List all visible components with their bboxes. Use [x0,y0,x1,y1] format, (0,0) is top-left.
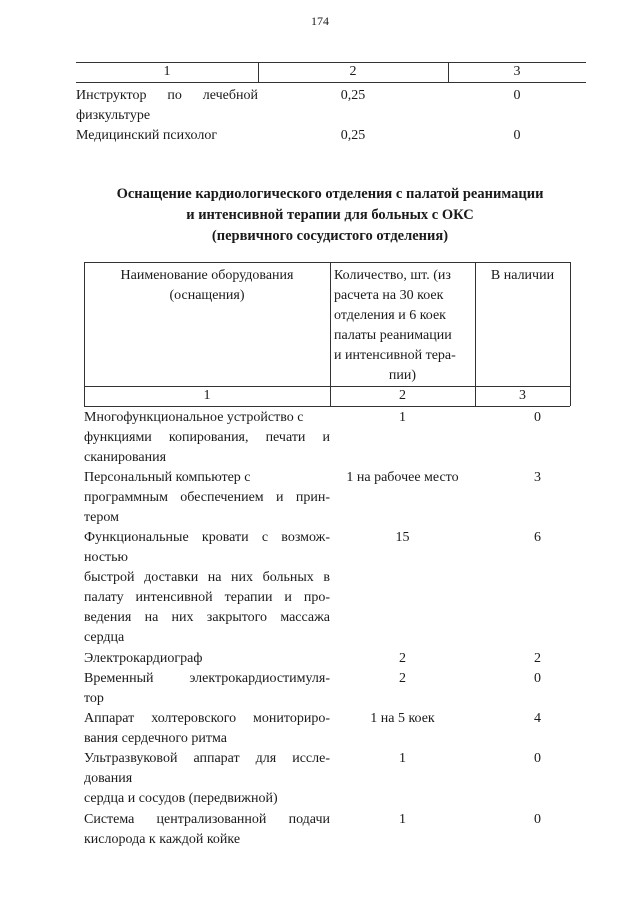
top-row-1-avail: 0 [513,88,521,103]
top-row-1-name-line2: физкультуре [76,108,151,123]
row-3-qty: 15 [395,530,410,545]
row-5-qty: 2 [399,671,406,686]
row-8-name-line2: кислорода к каждой койке [84,832,241,847]
row-5-name-line1: Временный электрокардиостимуля- [84,671,330,686]
row-6-qty: 1 на 5 коек [370,711,435,726]
row-7-qty: 1 [399,751,406,766]
row-5-name-line2: тор [84,691,104,706]
top-col-number-3: 3 [513,64,521,79]
row-1-avail: 0 [534,410,541,425]
row-8-qty: 1 [399,812,406,827]
top-row-1-name-line1: Инструктор по лечебной [76,88,258,103]
top-row-1-qty: 0,25 [340,88,366,103]
row-1-qty: 1 [399,410,406,425]
row-2-name-line1: Персональный компьютер с [84,470,251,485]
equip-header-name-line2: (оснащения) [169,288,245,303]
row-2-name-line3: тером [84,510,119,525]
top-row-2-name: Медицинский психолог [76,128,218,143]
row-3-name-line5: ведения на них закрытого массажа [84,610,330,625]
equip-col-number-3: 3 [519,388,526,403]
equip-header-avail: В наличии [490,268,555,283]
row-5-avail: 0 [534,671,541,686]
row-7-avail: 0 [534,751,541,766]
row-7-name-line1: Ультразвуковой аппарат для иссле- [84,751,330,766]
top-table-rule-header [76,82,586,83]
equip-header-qty-line4: палаты реанимации [334,328,452,343]
row-3-name-line6: сердца [84,630,125,645]
equip-col-number-1: 1 [203,388,211,403]
equip-header-qty-line1: Количество, шт. (из [334,268,451,283]
row-1-name-line1: Многофункциональное устройство с [84,410,304,425]
row-8-name-line1: Система централизованной подачи [84,812,330,827]
equip-col-number-2: 2 [399,388,406,403]
row-1-name-line2: функциями копирования, печати и [84,430,330,445]
equip-rule-numbers [84,406,570,407]
row-7-name-line3: сердца и сосудов (передвижной) [84,791,278,806]
row-1-name-line3: сканирования [84,450,167,465]
row-4-name-line1: Электрокардиограф [84,651,203,666]
row-8-avail: 0 [534,812,541,827]
row-6-avail: 4 [534,711,541,726]
row-3-avail: 6 [534,530,541,545]
row-4-qty: 2 [399,651,406,666]
equip-header-qty-line3: отделения и 6 коек [334,308,446,323]
equip-header-qty-line2: расчета на 30 коек [334,288,444,303]
section-title-line2: и интенсивной терапии для больных с ОКС [186,207,474,223]
top-row-2-avail: 0 [513,128,521,143]
equip-border-right [570,262,571,406]
row-4-avail: 2 [534,651,541,666]
equip-rule-top [84,262,570,263]
row-3-name-line1: Функциональные кровати с возмож- [84,530,330,545]
top-row-2-qty: 0,25 [340,128,366,143]
section-title-line3: (первичного сосудистого отделения) [211,228,449,244]
row-3-name-line3: быстрой доставки на них больных в [84,570,330,585]
section-title-line1: Оснащение кардиологического отделения с палатой реанимации [116,186,544,202]
page-number: 174 [311,14,329,28]
row-7-name-line2: дования [84,771,133,786]
equip-header-qty-line5: и интенсивной тера- [334,348,456,363]
row-2-avail: 3 [534,470,541,485]
row-3-name-line4: палату интенсивной терапии и про- [84,590,330,605]
top-col-number-1: 1 [163,64,171,79]
row-2-name-line2: программным обеспечением и прин- [84,490,330,505]
row-6-name-line2: вания сердечного ритма [84,731,227,746]
row-6-name-line1: Аппарат холтеровского мониториро- [84,711,330,726]
row-2-qty: 1 на рабочее место [346,470,459,485]
equip-header-qty-line6: пии) [388,368,417,383]
top-col-number-2: 2 [349,64,357,79]
equip-header-name-line1: Наименование оборудования [120,268,294,283]
row-3-name-line2: ностью [84,550,129,565]
